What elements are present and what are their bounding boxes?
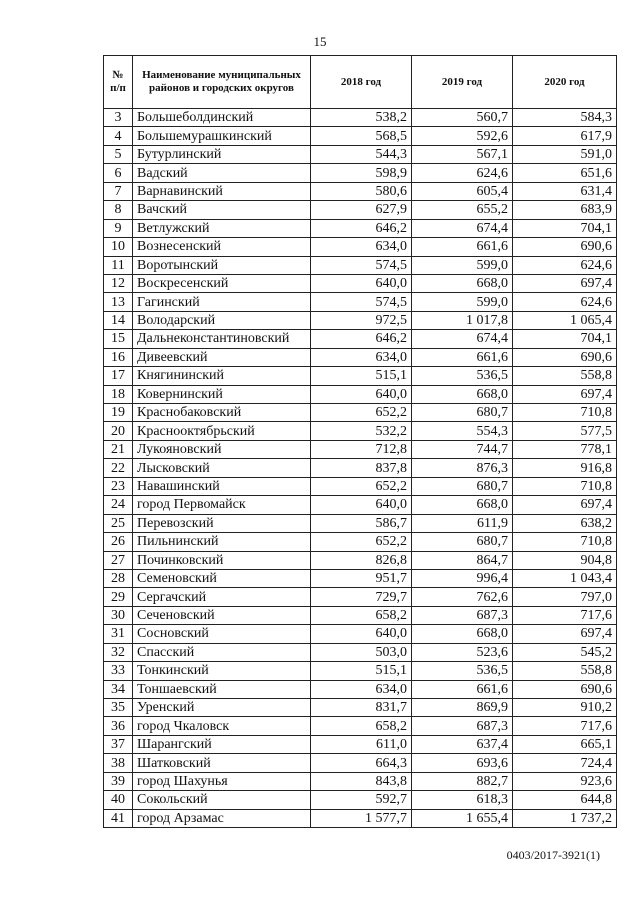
value-2019: 864,7 — [412, 551, 513, 569]
value-2018: 646,2 — [311, 330, 412, 348]
row-number: 21 — [104, 440, 133, 458]
row-number: 32 — [104, 643, 133, 661]
row-number: 37 — [104, 735, 133, 753]
value-2020: 1 065,4 — [513, 311, 617, 329]
value-2020: 1 043,4 — [513, 569, 617, 587]
value-2018: 729,7 — [311, 588, 412, 606]
value-2019: 680,7 — [412, 404, 513, 422]
header-name: Наименование муниципальных районов и городских округов — [133, 56, 311, 109]
value-2020: 923,6 — [513, 772, 617, 790]
value-2018: 652,2 — [311, 404, 412, 422]
value-2020: 724,4 — [513, 754, 617, 772]
district-name: Перевозский — [133, 514, 311, 532]
row-number: 28 — [104, 569, 133, 587]
district-name: Краснооктябрьский — [133, 422, 311, 440]
district-name: Шарангский — [133, 735, 311, 753]
table-header-row — [104, 56, 617, 109]
district-name: Тоншаевский — [133, 680, 311, 698]
row-number: 19 — [104, 404, 133, 422]
value-2019: 554,3 — [412, 422, 513, 440]
value-2019: 661,6 — [412, 348, 513, 366]
district-name: Вадский — [133, 164, 311, 182]
table-row — [104, 127, 617, 145]
row-number: 16 — [104, 348, 133, 366]
value-2019: 668,0 — [412, 385, 513, 403]
value-2019: 762,6 — [412, 588, 513, 606]
table-row — [104, 109, 617, 127]
district-name: Лукояновский — [133, 440, 311, 458]
value-2018: 640,0 — [311, 274, 412, 292]
value-2020: 704,1 — [513, 219, 617, 237]
value-2019: 680,7 — [412, 533, 513, 551]
row-number: 39 — [104, 772, 133, 790]
row-number: 20 — [104, 422, 133, 440]
value-2020: 697,4 — [513, 385, 617, 403]
value-2020: 545,2 — [513, 643, 617, 661]
value-2020: 683,9 — [513, 201, 617, 219]
value-2020: 717,6 — [513, 717, 617, 735]
value-2019: 536,5 — [412, 662, 513, 680]
value-2020: 665,1 — [513, 735, 617, 753]
table-row — [104, 680, 617, 698]
row-number: 12 — [104, 274, 133, 292]
district-name: Сокольский — [133, 791, 311, 809]
value-2020: 710,8 — [513, 404, 617, 422]
district-name: Дальнеконстантиновский — [133, 330, 311, 348]
row-number: 3 — [104, 109, 133, 127]
value-2018: 574,5 — [311, 293, 412, 311]
value-2019: 592,6 — [412, 127, 513, 145]
value-2020: 577,5 — [513, 422, 617, 440]
district-name: Бутурлинский — [133, 145, 311, 163]
value-2018: 515,1 — [311, 367, 412, 385]
table-row — [104, 569, 617, 587]
value-2020: 778,1 — [513, 440, 617, 458]
row-number: 14 — [104, 311, 133, 329]
value-2020: 644,8 — [513, 791, 617, 809]
district-name: город Первомайск — [133, 496, 311, 514]
table-row — [104, 219, 617, 237]
row-number: 8 — [104, 201, 133, 219]
value-2018: 831,7 — [311, 699, 412, 717]
district-name: Большеболдинский — [133, 109, 311, 127]
table-row — [104, 367, 617, 385]
value-2018: 652,2 — [311, 533, 412, 551]
row-number: 33 — [104, 662, 133, 680]
value-2018: 712,8 — [311, 440, 412, 458]
value-2020: 584,3 — [513, 109, 617, 127]
value-2018: 664,3 — [311, 754, 412, 772]
district-name: Пильнинский — [133, 533, 311, 551]
table-row — [104, 772, 617, 790]
value-2019: 693,6 — [412, 754, 513, 772]
table-row — [104, 551, 617, 569]
value-2019: 605,4 — [412, 182, 513, 200]
value-2019: 668,0 — [412, 625, 513, 643]
document-code: 0403/2017-3921(1) — [506, 848, 600, 862]
table-row — [104, 385, 617, 403]
value-2019: 674,4 — [412, 219, 513, 237]
value-2020: 797,0 — [513, 588, 617, 606]
row-number: 41 — [104, 809, 133, 827]
value-2019: 637,4 — [412, 735, 513, 753]
table-row — [104, 662, 617, 680]
value-2018: 538,2 — [311, 109, 412, 127]
table-row — [104, 477, 617, 495]
row-number: 11 — [104, 256, 133, 274]
district-name: Воротынский — [133, 256, 311, 274]
value-2019: 661,6 — [412, 238, 513, 256]
table-row — [104, 717, 617, 735]
header-num: № п/п — [104, 56, 133, 109]
value-2018: 837,8 — [311, 459, 412, 477]
row-number: 31 — [104, 625, 133, 643]
table-row — [104, 459, 617, 477]
table-row — [104, 496, 617, 514]
table-row — [104, 606, 617, 624]
value-2019: 655,2 — [412, 201, 513, 219]
value-2020: 624,6 — [513, 293, 617, 311]
value-2020: 697,4 — [513, 274, 617, 292]
value-2020: 690,6 — [513, 680, 617, 698]
row-number: 30 — [104, 606, 133, 624]
value-2018: 634,0 — [311, 680, 412, 698]
row-number: 10 — [104, 238, 133, 256]
value-2020: 1 737,2 — [513, 809, 617, 827]
row-number: 15 — [104, 330, 133, 348]
value-2018: 592,7 — [311, 791, 412, 809]
value-2018: 580,6 — [311, 182, 412, 200]
value-2019: 560,7 — [412, 109, 513, 127]
value-2018: 532,2 — [311, 422, 412, 440]
header-2020: 2020 год — [513, 56, 617, 109]
value-2020: 916,8 — [513, 459, 617, 477]
value-2019: 536,5 — [412, 367, 513, 385]
value-2019: 1 017,8 — [412, 311, 513, 329]
value-2019: 680,7 — [412, 477, 513, 495]
value-2018: 951,7 — [311, 569, 412, 587]
value-2018: 634,0 — [311, 238, 412, 256]
district-name: Спасский — [133, 643, 311, 661]
table-row — [104, 625, 617, 643]
district-name: Варнавинский — [133, 182, 311, 200]
district-name: Княгининский — [133, 367, 311, 385]
table-row — [104, 588, 617, 606]
row-number: 9 — [104, 219, 133, 237]
table-row — [104, 145, 617, 163]
value-2018: 586,7 — [311, 514, 412, 532]
row-number: 17 — [104, 367, 133, 385]
district-name: Воскресенский — [133, 274, 311, 292]
value-2019: 668,0 — [412, 496, 513, 514]
value-2019: 687,3 — [412, 606, 513, 624]
district-name: Тонкинский — [133, 662, 311, 680]
value-2018: 515,1 — [311, 662, 412, 680]
value-2018: 544,3 — [311, 145, 412, 163]
table-row — [104, 274, 617, 292]
table-row — [104, 201, 617, 219]
page-number: 15 — [313, 34, 327, 49]
value-2019: 1 655,4 — [412, 809, 513, 827]
table-row — [104, 754, 617, 772]
row-number: 34 — [104, 680, 133, 698]
value-2018: 640,0 — [311, 496, 412, 514]
table-row — [104, 330, 617, 348]
value-2020: 710,8 — [513, 477, 617, 495]
value-2019: 687,3 — [412, 717, 513, 735]
district-name: Ветлужский — [133, 219, 311, 237]
value-2018: 640,0 — [311, 625, 412, 643]
table-row — [104, 293, 617, 311]
row-number: 25 — [104, 514, 133, 532]
row-number: 5 — [104, 145, 133, 163]
district-name: Ковернинский — [133, 385, 311, 403]
table-row — [104, 533, 617, 551]
value-2018: 826,8 — [311, 551, 412, 569]
district-name: Большемурашкинский — [133, 127, 311, 145]
value-2019: 668,0 — [412, 274, 513, 292]
table-row — [104, 440, 617, 458]
value-2020: 697,4 — [513, 625, 617, 643]
table-row — [104, 514, 617, 532]
row-number: 38 — [104, 754, 133, 772]
value-2019: 744,7 — [412, 440, 513, 458]
table-body — [104, 109, 617, 828]
table-row — [104, 422, 617, 440]
district-name: Сеченовский — [133, 606, 311, 624]
value-2018: 627,9 — [311, 201, 412, 219]
value-2019: 624,6 — [412, 164, 513, 182]
row-number: 23 — [104, 477, 133, 495]
row-number: 13 — [104, 293, 133, 311]
row-number: 6 — [104, 164, 133, 182]
value-2018: 972,5 — [311, 311, 412, 329]
value-2018: 503,0 — [311, 643, 412, 661]
value-2020: 624,6 — [513, 256, 617, 274]
table-row — [104, 182, 617, 200]
district-name: город Арзамас — [133, 809, 311, 827]
value-2020: 638,2 — [513, 514, 617, 532]
value-2019: 661,6 — [412, 680, 513, 698]
value-2018: 611,0 — [311, 735, 412, 753]
table-row — [104, 404, 617, 422]
value-2018: 646,2 — [311, 219, 412, 237]
value-2018: 658,2 — [311, 717, 412, 735]
district-name: Вачский — [133, 201, 311, 219]
value-2018: 652,2 — [311, 477, 412, 495]
header-2019: 2019 год — [412, 56, 513, 109]
table-row — [104, 699, 617, 717]
table-row — [104, 348, 617, 366]
table-row — [104, 311, 617, 329]
value-2020: 690,6 — [513, 238, 617, 256]
value-2020: 710,8 — [513, 533, 617, 551]
value-2020: 651,6 — [513, 164, 617, 182]
value-2019: 876,3 — [412, 459, 513, 477]
value-2018: 843,8 — [311, 772, 412, 790]
value-2019: 567,1 — [412, 145, 513, 163]
value-2020: 558,8 — [513, 367, 617, 385]
table-row — [104, 791, 617, 809]
value-2019: 996,4 — [412, 569, 513, 587]
value-2020: 631,4 — [513, 182, 617, 200]
value-2018: 598,9 — [311, 164, 412, 182]
table-row — [104, 256, 617, 274]
value-2020: 617,9 — [513, 127, 617, 145]
value-2018: 568,5 — [311, 127, 412, 145]
value-2018: 634,0 — [311, 348, 412, 366]
table-row — [104, 164, 617, 182]
table-row — [104, 735, 617, 753]
district-name: город Чкаловск — [133, 717, 311, 735]
row-number: 7 — [104, 182, 133, 200]
district-name: Сергачский — [133, 588, 311, 606]
district-name: Вознесенский — [133, 238, 311, 256]
value-2019: 523,6 — [412, 643, 513, 661]
row-number: 29 — [104, 588, 133, 606]
district-name: Навашинский — [133, 477, 311, 495]
value-2018: 658,2 — [311, 606, 412, 624]
row-number: 27 — [104, 551, 133, 569]
row-number: 18 — [104, 385, 133, 403]
row-number: 4 — [104, 127, 133, 145]
district-name: Володарский — [133, 311, 311, 329]
district-name: Починковский — [133, 551, 311, 569]
row-number: 22 — [104, 459, 133, 477]
value-2019: 882,7 — [412, 772, 513, 790]
value-2019: 674,4 — [412, 330, 513, 348]
row-number: 36 — [104, 717, 133, 735]
value-2019: 599,0 — [412, 256, 513, 274]
value-2020: 558,8 — [513, 662, 617, 680]
table-row — [104, 238, 617, 256]
district-name: Семеновский — [133, 569, 311, 587]
district-name: Краснобаковский — [133, 404, 311, 422]
header-2018: 2018 год — [311, 56, 412, 109]
value-2019: 611,9 — [412, 514, 513, 532]
value-2018: 640,0 — [311, 385, 412, 403]
value-2018: 574,5 — [311, 256, 412, 274]
row-number: 40 — [104, 791, 133, 809]
district-name: Сосновский — [133, 625, 311, 643]
district-name: Лысковский — [133, 459, 311, 477]
value-2020: 690,6 — [513, 348, 617, 366]
value-2019: 599,0 — [412, 293, 513, 311]
data-table — [103, 55, 617, 828]
value-2020: 904,8 — [513, 551, 617, 569]
value-2019: 618,3 — [412, 791, 513, 809]
table-row — [104, 643, 617, 661]
district-name: Шатковский — [133, 754, 311, 772]
value-2020: 591,0 — [513, 145, 617, 163]
value-2020: 717,6 — [513, 606, 617, 624]
table-row — [104, 809, 617, 827]
row-number: 24 — [104, 496, 133, 514]
value-2019: 869,9 — [412, 699, 513, 717]
district-name: город Шахунья — [133, 772, 311, 790]
row-number: 26 — [104, 533, 133, 551]
district-name: Уренский — [133, 699, 311, 717]
value-2020: 704,1 — [513, 330, 617, 348]
value-2020: 697,4 — [513, 496, 617, 514]
district-name: Гагинский — [133, 293, 311, 311]
district-name: Дивеевский — [133, 348, 311, 366]
value-2020: 910,2 — [513, 699, 617, 717]
row-number: 35 — [104, 699, 133, 717]
value-2018: 1 577,7 — [311, 809, 412, 827]
